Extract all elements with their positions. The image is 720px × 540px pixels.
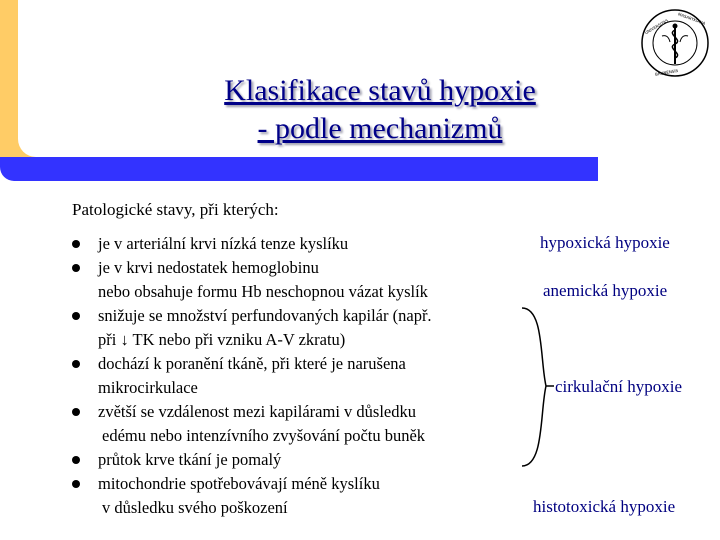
university-seal-icon [640,8,710,78]
bullet-dot [72,456,80,464]
svg-text:UNIVERSITAS: UNIVERSITAS [643,17,670,36]
bullet-dot [72,312,80,320]
bullet-line: zvětší se vzdálenost mezi kapilárami v důsledku [98,402,416,421]
bullet-dot [72,264,80,272]
category-histotoxic: histotoxická hypoxie [533,497,676,516]
category-anemic: anemická hypoxie [543,281,668,300]
decorative-blue-bar [0,157,598,181]
bullet-line: dochází k poranění tkáně, při které je narušena [98,354,406,373]
intro-text: Patologické stavy, při kterých: [72,200,279,219]
bullet-line: v důsledku svého poškození [102,498,288,517]
bullet-line: mitochondrie spotřebovávají méně kyslíku [98,474,380,493]
bullet-dot [72,480,80,488]
bullet-line: nebo obsahuje formu Hb neschopnou vázat kyslík [98,282,428,301]
bullet-dot [72,240,80,248]
svg-text:MASARYKIANA: MASARYKIANA [677,11,707,27]
bullet-line: edému nebo intenzívního zvyšování počtu buněk [102,426,426,445]
svg-text:BRUNENSIS: BRUNENSIS [654,67,679,77]
bullet-line: mikrocirkulace [98,378,198,397]
slide-title [130,72,630,148]
bullet-dot [72,408,80,416]
bullet-line: průtok krve tkání je pomalý [98,450,282,469]
title-line-2: - podle mechanizmů [257,112,503,145]
bullet-dot [72,360,80,368]
bullet-line: je v krvi nedostatek hemoglobinu [98,258,319,277]
bullet-line: snižuje se množství perfundovaných kapilár (např. [98,306,432,325]
bullet-line: při ↓ TK nebo při vzniku A-V zkratu) [98,330,346,349]
category-hypoxic: hypoxická hypoxie [540,233,670,252]
title-line-1: Klasifikace stavů hypoxie [224,74,536,107]
grouping-brace-icon [500,300,560,470]
bullet-line: je v arteriální krvi nízká tenze kyslíku [98,234,349,253]
category-circulatory: cirkulační hypoxie [555,377,682,396]
